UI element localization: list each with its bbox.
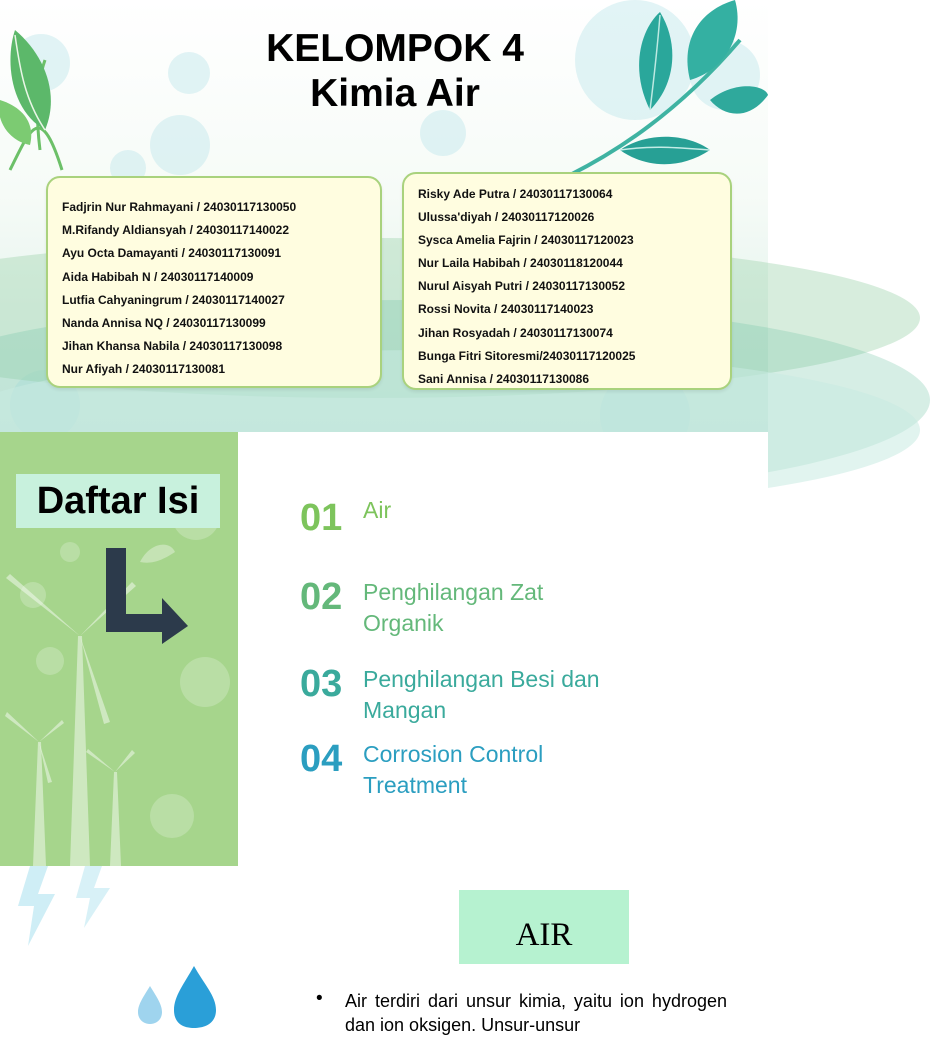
toc-label — [363, 664, 723, 726]
toc-number: 04 — [300, 738, 343, 780]
air-title-box — [459, 890, 629, 964]
slide-air — [0, 866, 768, 1035]
member-item: Rossi Novita / 24030117140023 — [418, 302, 594, 317]
toc-number: 02 — [300, 576, 343, 618]
slide-table-of-contents — [0, 432, 768, 866]
toc-label-line: Mangan — [363, 697, 447, 723]
lightning-icon — [0, 866, 130, 956]
member-item: Ulussa'diyah / 24030117120026 — [418, 210, 595, 225]
background-bubble — [420, 110, 466, 156]
toc-number: 03 — [300, 663, 343, 705]
slide-title — [0, 0, 768, 432]
member-item: Nur Laila Habibah / 24030118120044 — [418, 256, 623, 271]
background-bubble — [150, 115, 210, 175]
members-list-right — [404, 174, 730, 391]
member-item: Sani Annisa / 24030117130086 — [418, 371, 590, 386]
toc-label-line: Treatment — [363, 772, 467, 798]
slide-title-heading — [180, 26, 610, 116]
toc-title-box — [16, 474, 220, 528]
air-title: AIR — [515, 917, 573, 953]
air-description: Air terdiri dari unsur kimia, yaitu ion hydrogen dan ion oksigen. Unsur-unsur — [345, 991, 727, 1035]
toc-label — [363, 577, 723, 639]
bullet-marker: • — [316, 988, 323, 1009]
member-item: Aida Habibah N / 24030117140009 — [62, 269, 254, 284]
member-item: Fadjrin Nur Rahmayani / 24030117130050 — [62, 200, 297, 214]
member-item: Bunga Fitri Sitoresmi/24030117120025 — [418, 348, 636, 363]
toc-label — [363, 739, 723, 801]
toc-label-line: Penghilangan Zat — [363, 579, 544, 605]
member-item: Risky Ade Putra / 24030117130064 — [418, 187, 613, 201]
green-side-panel — [0, 432, 238, 866]
toc-label-line: Corrosion Control — [363, 741, 544, 767]
toc-title: Daftar Isi — [36, 480, 200, 522]
member-item: M.Rifandy Aldiansyah / 24030117140022 — [62, 223, 290, 238]
group-title: KELOMPOK 4 — [266, 27, 524, 70]
member-item: Nur Afiyah / 24030117130081 — [62, 362, 226, 377]
leaf-branch-left-icon — [0, 20, 110, 180]
arrow-down-right-icon — [106, 548, 190, 644]
member-item: Jihan Khansa Nabila / 24030117130098 — [62, 339, 283, 354]
member-item: Jihan Rosyadah / 24030117130074 — [418, 325, 613, 340]
members-box-right — [402, 172, 732, 390]
member-item: Nurul Aisyah Putri / 24030117130052 — [418, 279, 626, 294]
topic-title: Kimia Air — [310, 72, 480, 115]
member-item: Ayu Octa Damayanti / 24030117130091 — [62, 246, 282, 261]
members-list-left — [48, 178, 380, 382]
toc-label-line: Organik — [363, 610, 444, 636]
toc-number: 01 — [300, 497, 343, 539]
members-box-left — [46, 176, 382, 388]
toc-label-line: Penghilangan Besi dan — [363, 666, 600, 692]
member-item: Sysca Amelia Fajrin / 24030117120023 — [418, 233, 634, 248]
water-drop-icon — [136, 966, 226, 1024]
member-item: Lutfia Cahyaningrum / 24030117140027 — [62, 292, 285, 307]
toc-label-line: Air — [363, 497, 392, 523]
member-item: Nanda Annisa NQ / 24030117130099 — [62, 316, 266, 331]
toc-label — [363, 495, 723, 526]
